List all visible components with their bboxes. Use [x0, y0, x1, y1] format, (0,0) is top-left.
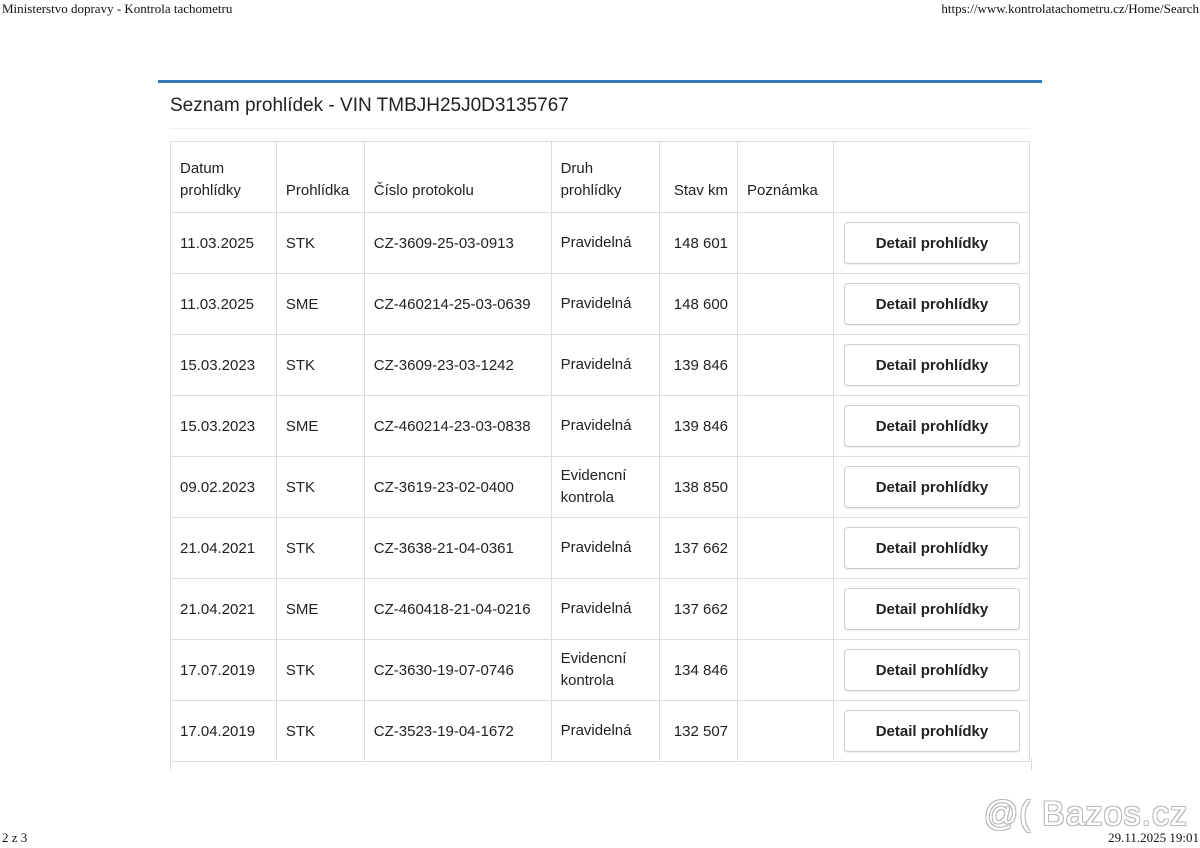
cell-inspection: SME: [276, 274, 364, 335]
cell-note: [738, 518, 834, 579]
cell-type: Pravidelná: [551, 701, 660, 762]
inspection-list-panel: [158, 80, 1042, 783]
cell-type: Evidencní kontrola: [551, 457, 660, 518]
cell-km: 137 662: [660, 518, 738, 579]
cell-protocol: CZ-3609-25-03-0913: [364, 213, 551, 274]
cell-protocol: CZ-3638-21-04-0361: [364, 518, 551, 579]
table-row: [171, 213, 1030, 274]
print-header: [0, 0, 1200, 20]
cell-km: 132 507: [660, 701, 738, 762]
cell-type: Pravidelná: [551, 518, 660, 579]
cell-protocol: CZ-460214-23-03-0838: [364, 396, 551, 457]
cell-actions: [833, 335, 1029, 396]
cell-protocol: CZ-3630-19-07-0746: [364, 640, 551, 701]
header-date: Datum prohlídky: [171, 142, 277, 213]
table-row: [171, 457, 1030, 518]
detail-inspection-button[interactable]: Detail prohlídky: [844, 283, 1020, 325]
header-protocol: Číslo protokolu: [364, 142, 551, 213]
print-page-number: 2 z 3: [2, 830, 28, 845]
cell-km: 148 601: [660, 213, 738, 274]
cell-inspection: STK: [276, 518, 364, 579]
cell-note: [738, 213, 834, 274]
cell-actions: [833, 396, 1029, 457]
cell-date: 15.03.2023: [171, 396, 277, 457]
cell-inspection: STK: [276, 335, 364, 396]
panel-title: Seznam prohlídek - VIN TMBJH25J0D3135767: [170, 95, 569, 116]
cell-actions: [833, 579, 1029, 640]
cell-type: Pravidelná: [551, 213, 660, 274]
cell-type: Pravidelná: [551, 274, 660, 335]
cell-note: [738, 640, 834, 701]
cell-date: 21.04.2021: [171, 518, 277, 579]
cell-actions: [833, 701, 1029, 762]
detail-inspection-button[interactable]: Detail prohlídky: [844, 222, 1020, 264]
cell-note: [738, 335, 834, 396]
cell-km: 134 846: [660, 640, 738, 701]
header-note: Poznámka: [738, 142, 834, 213]
header-actions: [833, 142, 1029, 213]
cell-note: [738, 457, 834, 518]
cell-note: [738, 274, 834, 335]
cell-type: Pravidelná: [551, 396, 660, 457]
cell-type: Pravidelná: [551, 579, 660, 640]
cell-date: 09.02.2023: [171, 457, 277, 518]
cell-protocol: CZ-460418-21-04-0216: [364, 579, 551, 640]
detail-inspection-button[interactable]: Detail prohlídky: [844, 710, 1020, 752]
detail-inspection-button[interactable]: Detail prohlídky: [844, 405, 1020, 447]
cell-inspection: STK: [276, 457, 364, 518]
table-row: [171, 640, 1030, 701]
cell-type: Pravidelná: [551, 335, 660, 396]
cell-protocol: CZ-3619-23-02-0400: [364, 457, 551, 518]
inspection-table: [170, 141, 1030, 762]
cell-actions: [833, 640, 1029, 701]
cell-inspection: SME: [276, 396, 364, 457]
cell-actions: [833, 274, 1029, 335]
table-row: [171, 701, 1030, 762]
cell-protocol: CZ-3609-23-03-1242: [364, 335, 551, 396]
cell-note: [738, 701, 834, 762]
table-row: [171, 518, 1030, 579]
detail-inspection-button[interactable]: Detail prohlídky: [844, 527, 1020, 569]
cell-actions: [833, 213, 1029, 274]
cell-note: [738, 396, 834, 457]
cell-km: 138 850: [660, 457, 738, 518]
cell-inspection: SME: [276, 579, 364, 640]
table-row: [171, 579, 1030, 640]
bazos-watermark: @( Bazos.cz: [983, 795, 1188, 833]
detail-inspection-button[interactable]: Detail prohlídky: [844, 344, 1020, 386]
cell-date: 11.03.2025: [171, 274, 277, 335]
table-row: [171, 335, 1030, 396]
cell-date: 17.07.2019: [171, 640, 277, 701]
cell-note: [738, 579, 834, 640]
cell-km: 148 600: [660, 274, 738, 335]
cell-date: 11.03.2025: [171, 213, 277, 274]
cell-date: 15.03.2023: [171, 335, 277, 396]
cell-km: 137 662: [660, 579, 738, 640]
cell-inspection: STK: [276, 213, 364, 274]
detail-inspection-button[interactable]: Detail prohlídky: [844, 588, 1020, 630]
header-type: Druh prohlídky: [551, 142, 660, 213]
cell-actions: [833, 518, 1029, 579]
print-page-url: https://www.kontrolatachometru.cz/Home/Search: [941, 1, 1199, 16]
table-row: [171, 396, 1030, 457]
cell-inspection: STK: [276, 701, 364, 762]
table-continuation: [170, 758, 1032, 770]
cell-date: 21.04.2021: [171, 579, 277, 640]
table-body: [171, 213, 1030, 762]
header-inspection: Prohlídka: [276, 142, 364, 213]
print-page-title: Ministerstvo dopravy - Kontrola tachometru: [2, 1, 233, 16]
detail-inspection-button[interactable]: Detail prohlídky: [844, 649, 1020, 691]
print-datetime: 29.11.2025 19:01: [1108, 830, 1199, 845]
cell-protocol: CZ-460214-25-03-0639: [364, 274, 551, 335]
cell-date: 17.04.2019: [171, 701, 277, 762]
cell-km: 139 846: [660, 335, 738, 396]
cell-actions: [833, 457, 1029, 518]
table-row: [171, 274, 1030, 335]
header-km: Stav km: [660, 142, 738, 213]
cell-type: Evidencní kontrola: [551, 640, 660, 701]
cell-km: 139 846: [660, 396, 738, 457]
print-footer: [0, 828, 1200, 848]
title-divider: [170, 128, 1030, 129]
cell-inspection: STK: [276, 640, 364, 701]
cell-protocol: CZ-3523-19-04-1672: [364, 701, 551, 762]
table-header-row: [171, 142, 1030, 213]
detail-inspection-button[interactable]: Detail prohlídky: [844, 466, 1020, 508]
